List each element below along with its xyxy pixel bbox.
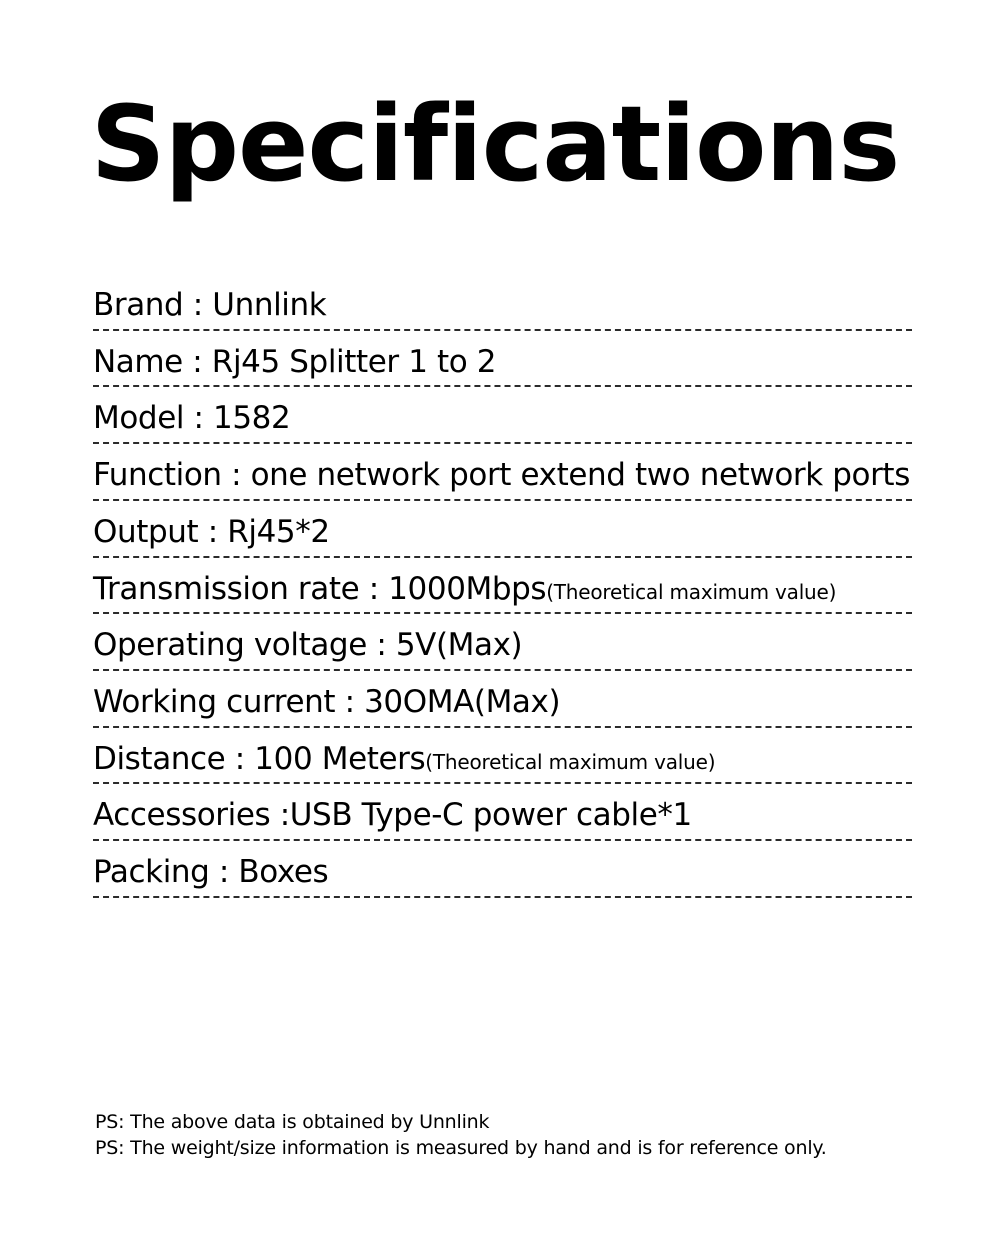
spec-label-value: Transmission rate : 1000Mbps bbox=[93, 570, 547, 607]
spec-line bbox=[93, 742, 912, 777]
list-item bbox=[93, 847, 912, 904]
spec-label-value: Accessories :USB Type-C power cable*1 bbox=[93, 797, 692, 834]
spec-line bbox=[93, 685, 912, 720]
page-title: Specifications bbox=[90, 83, 900, 205]
spec-line bbox=[93, 572, 912, 607]
spec-note: (Theoretical maximum value) bbox=[546, 579, 837, 604]
footnote-line: PS: The above data is obtained by Unnlink bbox=[95, 1111, 490, 1133]
row-divider bbox=[93, 726, 912, 728]
list-item bbox=[93, 337, 912, 394]
spec-label-value: Packing : Boxes bbox=[93, 854, 329, 891]
list-item bbox=[93, 507, 912, 564]
footnote-line: PS: The weight/size information is measured by hand and is for reference only. bbox=[95, 1136, 827, 1159]
list-item bbox=[93, 677, 912, 734]
spec-line bbox=[93, 515, 912, 550]
spec-label-value: Brand : Unnlink bbox=[93, 287, 327, 323]
spec-note: (Theoretical maximum value) bbox=[425, 749, 716, 774]
list-item bbox=[93, 564, 912, 621]
row-divider bbox=[93, 385, 912, 387]
spec-line bbox=[93, 628, 912, 663]
spec-line bbox=[93, 458, 912, 493]
spec-line bbox=[93, 855, 912, 890]
row-divider bbox=[93, 782, 912, 784]
spec-label-value: Working current : 30OMA(Max) bbox=[93, 684, 561, 721]
list-item bbox=[93, 393, 912, 450]
row-divider bbox=[93, 329, 912, 331]
spec-label-value: Model : 1582 bbox=[93, 400, 291, 437]
row-divider bbox=[93, 442, 912, 444]
list-item bbox=[93, 450, 912, 507]
spec-label-value: Output : Rj45*2 bbox=[93, 513, 330, 550]
list-item bbox=[93, 734, 912, 791]
spec-line bbox=[93, 288, 912, 323]
row-divider bbox=[93, 896, 912, 898]
row-divider bbox=[93, 499, 912, 501]
spec-label-value: Operating voltage : 5V(Max) bbox=[93, 627, 523, 664]
row-divider bbox=[93, 556, 912, 558]
list-item bbox=[93, 280, 912, 337]
spec-label-value: Name : Rj45 Splitter 1 to 2 bbox=[93, 343, 497, 380]
spec-label-value: Function : one network port extend two network ports bbox=[93, 457, 910, 494]
spec-line bbox=[93, 345, 912, 380]
spec-line bbox=[93, 401, 912, 436]
spec-line bbox=[93, 798, 912, 833]
footnotes bbox=[95, 1110, 920, 1161]
specifications-list bbox=[93, 280, 912, 904]
row-divider bbox=[93, 612, 912, 614]
row-divider bbox=[93, 839, 912, 841]
row-divider bbox=[93, 669, 912, 671]
list-item bbox=[93, 790, 912, 847]
list-item bbox=[93, 620, 912, 677]
spec-label-value: Distance : 100 Meters bbox=[93, 740, 426, 777]
